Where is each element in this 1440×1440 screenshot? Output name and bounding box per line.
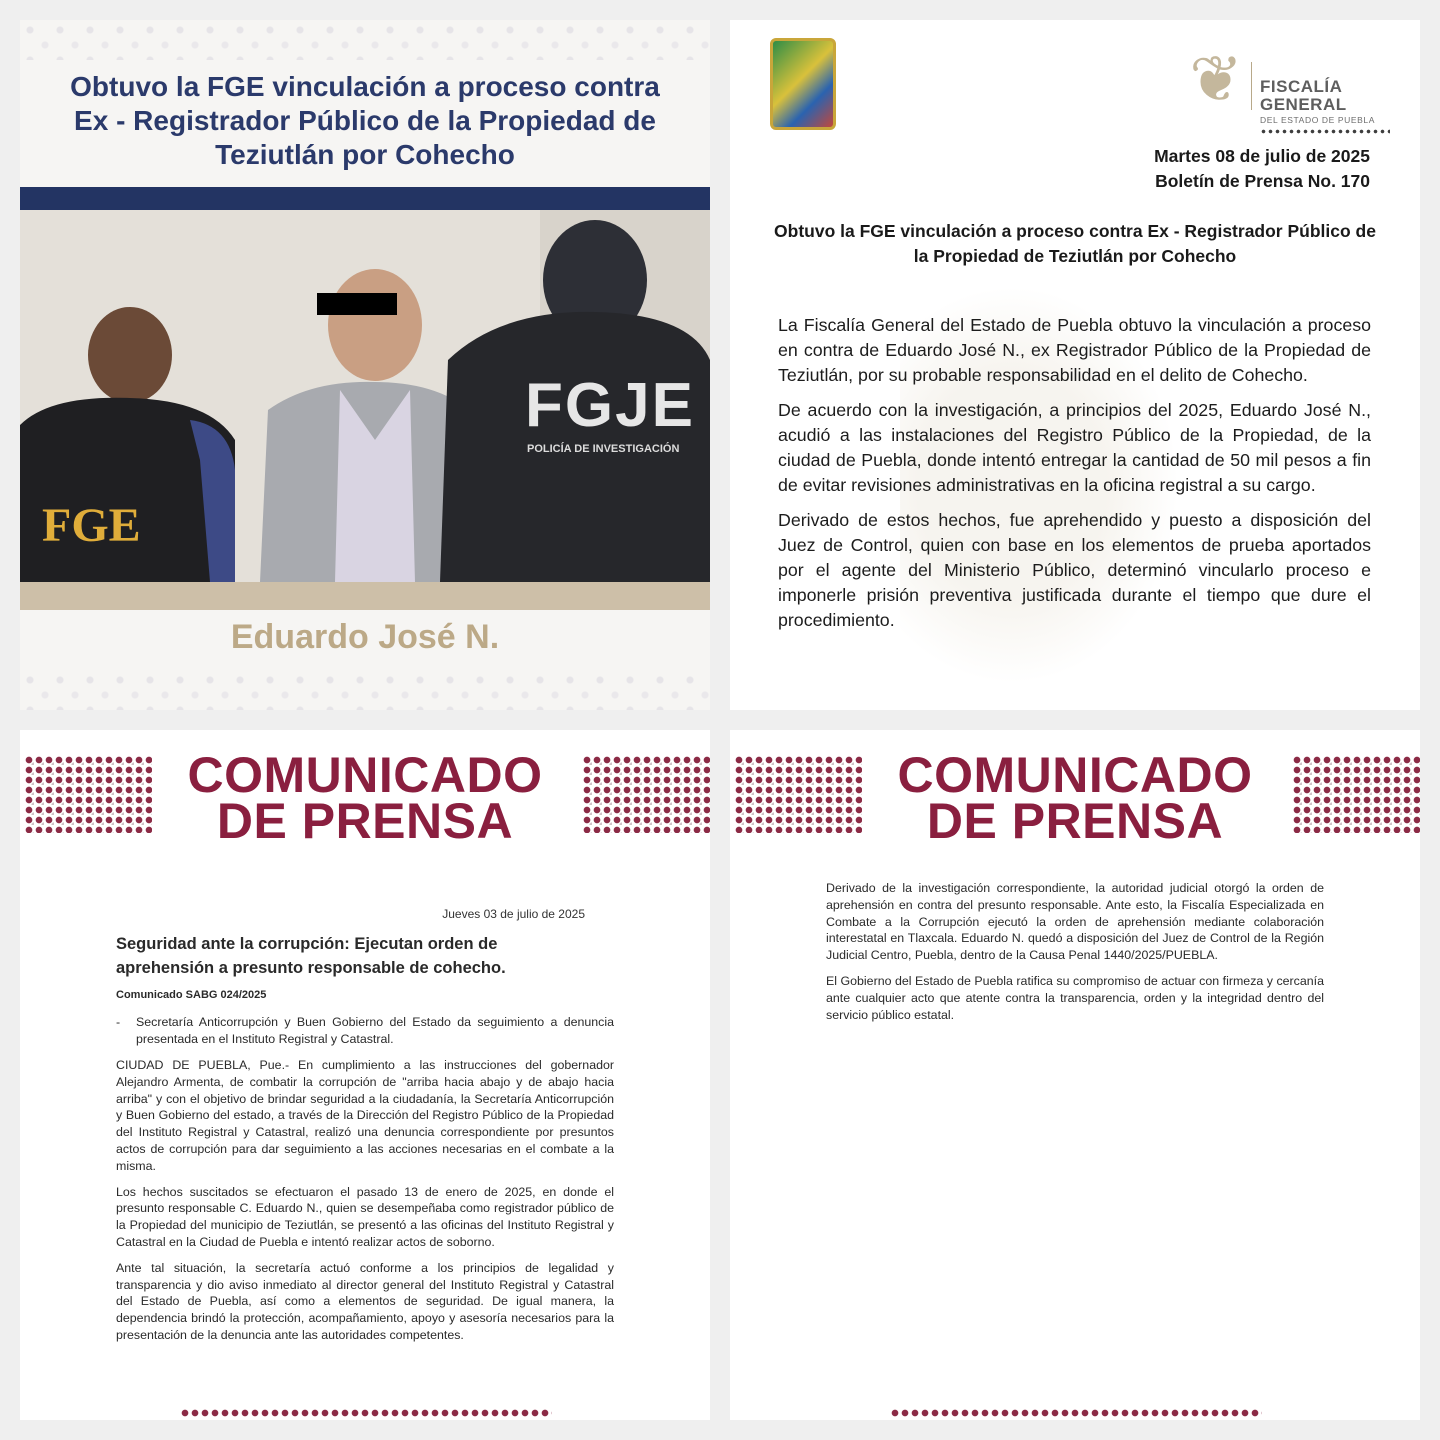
press-bulletin-fge (730, 20, 1420, 710)
person-name: Eduardo José N. (230, 618, 500, 656)
bulletin-headline: Obtuvo la FGE vinculación a proceso contra Ex - Registrador Público de la Propiedad de Teziutlán por Cohecho (774, 221, 1376, 266)
release-body (826, 880, 1324, 1032)
bulletin-number: Boletín de Prensa No. 170 (1155, 171, 1370, 191)
news-card-image (20, 20, 710, 710)
vest-label-fgje: FGJE (525, 371, 695, 440)
bulletin-date: Martes 08 de julio de 2025 (1154, 146, 1370, 166)
paragraph: La Fiscalía General del Estado de Puebla obtuvo la vinculación a proceso en contra de Eduardo José N., ex Registrador Público de la Propiedad de Teziutlán, por su probable responsabilidad en el delito de Cohecho. (778, 315, 1371, 385)
paragraph: CIUDAD DE PUEBLA, Pue.- En cumplimiento a las instrucciones del gobernador Alejandro Armenta, de combatir la corrupción de "arriba hacia abajo y de abajo hacia arriba" y con el objetivo de brindar seguridad a la ciudadanía, la Secretaría Anticorrupción y Buen Gobierno del estado, a través de la Dirección del Registro Público de la Propiedad del Instituto Registral y Catastral, realizó una denuncia correspondiente por presuntos actos de corrupción para dar seguimiento a las acciones necesarias en el combate a la misma. (116, 1058, 614, 1173)
puebla-state-seal (770, 38, 836, 130)
header-title: COMUNICADO DE PRENSA (897, 747, 1253, 849)
release-headline: Seguridad ante la corrupción: Ejecutan orden de aprehensión a presunto responsable de cohecho. (116, 935, 506, 977)
decorative-pattern-bottom (20, 670, 710, 710)
decorative-pattern-top (20, 20, 710, 60)
footer-pattern (180, 1408, 552, 1418)
header-pattern-right (1292, 755, 1420, 833)
header-pattern-left (24, 755, 152, 833)
header-title: COMUNICADO DE PRENSA (187, 747, 543, 849)
release-date: Jueves 03 de julio de 2025 (442, 907, 585, 921)
paragraph: El Gobierno del Estado de Puebla ratifica su compromiso de actuar con firmeza y cercanía ante cualquier acto que atente contra la transparencia, orden y la integridad dentro del servicio público estatal. (826, 973, 1324, 1022)
footer-pattern (890, 1408, 1262, 1418)
bullet-item: - Secretaría Anticorrupción y Buen Gobierno del Estado da seguimiento a denuncia presentada en el Instituto Registral y Catastral. (116, 1015, 614, 1046)
fiscalia-logo (1185, 40, 1395, 125)
paragraph: De acuerdo con la investigación, a principios del 2025, Eduardo José N., acudió a las instalaciones del Registro Público de la Propiedad, de la ciudad de Puebla, donde intentó entregar la cantidad de 50 mil pesos a fin de evitar revisiones administrativas en la oficina registral a su cargo. (778, 400, 1371, 495)
release-body (116, 1057, 614, 1353)
card-title: Obtuvo la FGE vinculación a proceso contra Ex - Registrador Público de la Propiedad de Teziutlán por Cohecho (70, 71, 660, 170)
eagle-head-icon: ❦ (1189, 43, 1243, 115)
vest-label-police: POLICÍA DE INVESTIGACIÓN (527, 443, 680, 455)
press-release-page-1 (20, 730, 710, 1420)
arrest-photo (20, 210, 710, 582)
release-reference: Comunicado SABG 024/2025 (116, 989, 267, 1001)
header-pattern-left (734, 755, 862, 833)
vest-label-fge: FGE (42, 499, 141, 552)
logo-line-1: FISCALÍA (1260, 77, 1343, 96)
paragraph: Derivado de la investigación correspondiente, la autoridad judicial otorgó la orden de aprehensión en contra del presunto responsable. Ante esto, la Fiscalía Especializada en Combate a la Corrupción ejecutó la orden de aprehensión mediante colaboración interestatal en Tlaxcala. Eduardo N. quedó a disposición del Juez de Control de la Región Judicial Centro, Puebla, dentro de la Causa Penal 1440/2025/PUEBLA. (826, 881, 1324, 963)
logo-line-3: DEL ESTADO DE PUEBLA (1260, 115, 1375, 125)
bulletin-body (778, 313, 1371, 643)
logo-pattern (1260, 128, 1390, 135)
paragraph: Los hechos suscitados se efectuaron el pasado 13 de enero de 2025, en donde el presunto responsable C. Eduardo N., quien se desempeñaba como registrador público de la Propiedad del municipio de Teziutlán, se presentó a las oficinas del Instituto Registral y Catastral en la Ciudad de Puebla e intentó realizar actos de soborno. (116, 1184, 614, 1249)
navy-divider (20, 187, 710, 210)
paragraph: Ante tal situación, la secretaría actuó conforme a los principios de legalidad y transparencia y dio aviso inmediato al director general del Instituto Registral y Catastral del Estado de Puebla, así como a elementos de seguridad. De igual manera, la dependencia brindó la protección, acompañamiento, apoyo y asesoría necesarios para la presentación de la denuncia ante las autoridades competentes. (116, 1260, 614, 1342)
logo-line-2: GENERAL (1260, 95, 1347, 114)
gold-divider (20, 582, 710, 610)
header-pattern-right (582, 755, 710, 833)
paragraph: Derivado de estos hechos, fue aprehendido y puesto a disposición del Juez de Control, quien con base en los elementos de prueba aportados por el agente del Ministerio Público, determinó vincularlo proceso e imponerle prisión preventiva justificada durante el tiempo que dure el procedimiento. (778, 510, 1371, 630)
press-release-page-2 (730, 730, 1420, 1420)
